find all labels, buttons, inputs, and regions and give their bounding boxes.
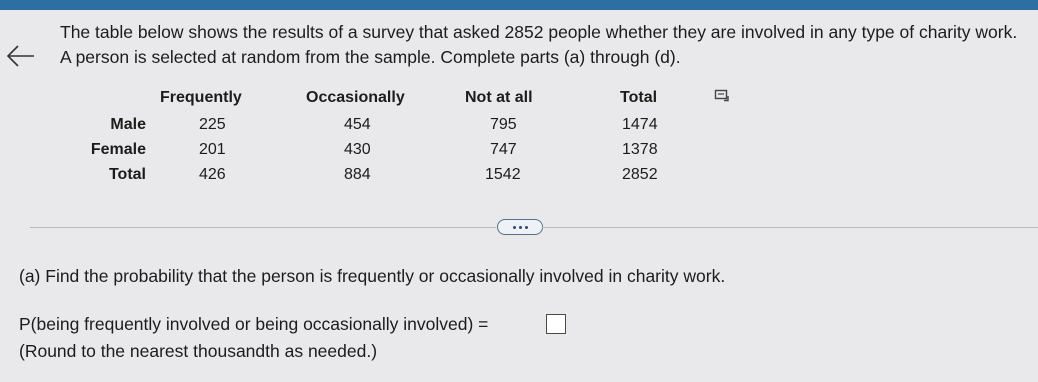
table-cell: 454: [344, 116, 371, 133]
copy-icon[interactable]: [714, 88, 730, 104]
header-total: Total: [620, 89, 658, 106]
header-occasionally: Occasionally: [306, 89, 405, 106]
table-cell: 1378: [622, 141, 658, 158]
table-cell: 430: [344, 141, 371, 158]
table-cell: 1474: [622, 116, 658, 133]
row-label-female: Female: [90, 141, 146, 158]
back-arrow-icon[interactable]: [6, 44, 36, 68]
table-cell: 201: [199, 141, 226, 158]
section-divider: [30, 227, 496, 228]
table-cell: 747: [490, 141, 517, 158]
more-dots-icon: [519, 226, 522, 229]
table-cell: 2852: [622, 166, 658, 183]
table-cell: 1542: [485, 166, 521, 183]
more-dots-icon: [513, 226, 516, 229]
part-a-question: (a) Find the probability that the person is frequently or occasionally involved in charity work.: [19, 266, 726, 286]
table-cell: 795: [490, 116, 517, 133]
answer-input[interactable]: [546, 314, 566, 334]
header-frequently: Frequently: [160, 89, 242, 106]
section-divider: [542, 227, 1038, 228]
more-dots-button[interactable]: [497, 219, 543, 235]
header-not-at-all: Not at all: [465, 89, 533, 106]
top-bar: [0, 0, 1038, 10]
row-label-total: Total: [108, 166, 146, 183]
more-dots-icon: [525, 226, 528, 229]
row-label-male: Male: [110, 116, 146, 133]
table-cell: 884: [344, 166, 371, 183]
table-cell: 225: [199, 116, 226, 133]
problem-intro: The table below shows the results of a survey that asked 2852 people whether they are involved in any type of charity work. A person is selected at random from the sample. Complete parts (a) through (d).: [60, 22, 1018, 67]
table-cell: 426: [199, 166, 226, 183]
rounding-hint: (Round to the nearest thousandth as needed.): [19, 341, 378, 361]
probability-prompt: P(being frequently involved or being occasionally involved) =: [19, 314, 489, 334]
